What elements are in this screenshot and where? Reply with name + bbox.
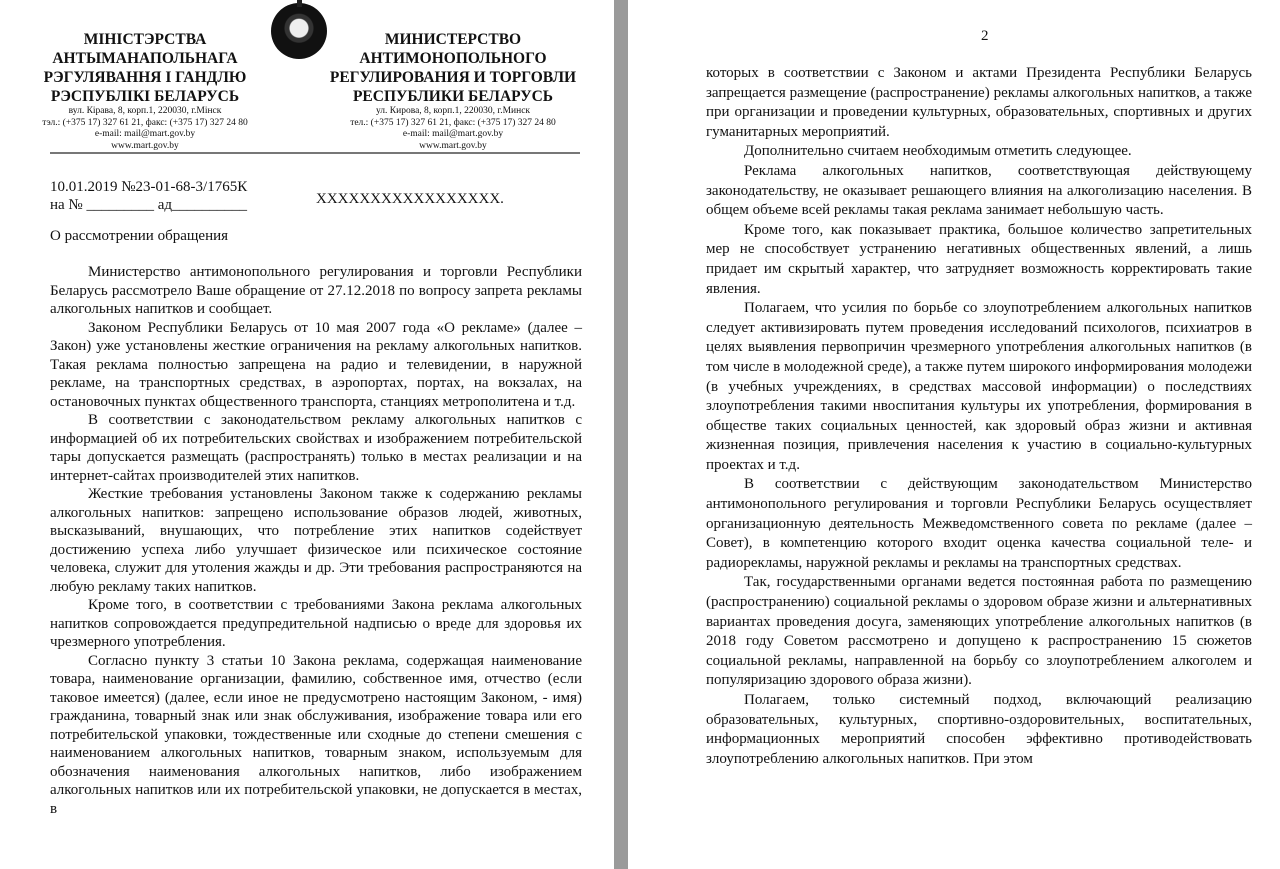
org-email: e-mail: mail@mart.gov.by [94,129,196,139]
addressee: ХХХХХХХХХХХХХХХХХ. [316,191,504,207]
org-address: ул. Кирова, 8, корп.1, 220030, г.Минск [375,106,531,116]
org-title-line: АНТИМОНОПОЛЬНОГО [359,50,547,67]
paragraph: Жесткие требования установлены Законом также к содержанию рекламы алкогольных напитков: запрещено использование образов людей, животных, высказываний, внушающих, что потребление этих напитков содействует достижению успеха либо улучшает физическое или психическое состояние человека, служит для утоления жажды и др. Эти требования распространяются на любую рекламу таких напитков. [50,486,582,595]
paragraph: Кроме того, как показывает практика, большое количество запретительных мер не способствует устранению негативных общественных явлений, а лишь придает им скрытый характер, что затрудняет возможность корректировать такие явления. [706,221,1252,297]
org-address: вул. Кірава, 8, корп.1, 220030, г.Мінск [68,106,222,116]
paragraph: Полагаем, что усилия по борьбе со злоупотреблением алкогольных напитков следует активизировать путем проведения исследований психологов, психиатров в целях выявления первопричин чрезмерного употребления алкогольных напитков (в том числе в молодежной среде), а также путем широкого информирования молодежи (в учебных учреждениях, в средствах массовой информации) о последствиях злоупотребления такими нвоспитания культуры их употребления, формирования в обществе таких социальных ценностей, как здоровый образ жизни и активная жизненная позиция, привлечения населения к участию в социально-культурных проектах и т.д. [706,300,1252,473]
org-title-line: РЭСПУБЛІКІ БЕЛАРУСЬ [50,88,240,105]
paragraph: Министерство антимонопольного регулирования и торговли Республики Беларусь рассмотрело Ваше обращение от 27.12.2018 по вопросу запрета рекламы алкогольных напитков и сообщает. [50,264,582,317]
document-page-1 [0,0,614,869]
page-2-body [706,64,1252,769]
paragraph: Согласно пункту 3 статьи 10 Закона реклама, содержащая наименование товара, наименование организации, фамилию, собственное имя, отчество (если таковое имеется) (далее, если иное не предусмотрено настоящим Законом, - имя) гражданина, товарный знак или знак обслуживания, изображение товара или его потребительской упаковки, тождественные или сходные до степени смешения с наименованием алкогольных напитков, товарным знаком, используемым для обозначения наименования алкогольных напитков, либо изображением алкогольных напитков или их потребительской упаковки, не допускается в местах, в [50,652,582,817]
paragraph: которых в соответствии с Законом и актами Президента Республики Беларусь запрещается размещение (распространение) рекламы алкогольных напитков, а также при организации и проведении культурных, образовательных, спортивных и других гуманитарных мероприятий. [706,65,1252,140]
letterhead-russian [318,30,588,152]
org-title-line: АНТЫМАНАПОЛЬНАГА [52,50,238,67]
org-title-line: МІНІСТЭРСТВА [83,31,207,48]
paragraph: В соответствии с действующим законодательством Министерство антимонопольного регулирования и торговли Республики Беларусь осуществляет организационную деятельность Межведомственного совета по рекламе (далее – Совет), в компетенцию которого входит оценка качества социальной теле- и радиорекламы, наружной рекламы и рекламы на транспортных средствах. [706,476,1252,571]
reply-reference: на № _________ ад__________ [50,197,248,213]
paragraph: Полагаем, только системный подход, включающий реализацию образовательных, культурных, спортивно-оздоровительных, воспитательных, информационных мероприятий способен эффективно противодействовать злоупотреблению алкогольных напитков. При этом [706,692,1252,767]
paragraph: Реклама алкогольных напитков, соответствующая действующему законодательству, не оказывает решающего влияния на алкоголизацию населения. В общем объеме всей рекламы такая реклама занимает небольшую часть. [706,162,1252,219]
page-number: 2 [981,28,989,44]
paragraph: Кроме того, в соответствии с требованиями Закона реклама алкогольных напитков сопровождается предупредительной надписью о вреде для здоровья их чрезмерного употребления. [50,597,582,650]
header-divider [50,152,580,154]
paragraph: Так, государственными органами ведется постоянная работа по размещению (распространению) социальной рекламы о здоровом образе жизни и альтернативных вариантах проведения досуга, заменяющих употребление алкогольных напитков (в 2018 году Советом рассмотрено и допущено к распространению 15 сюжетов социальной рекламы, направленной на борьбу со злоупотреблением алкоголем и популяризацию здорового образа жизни). [706,574,1252,689]
org-phone: тэл.: (+375 17) 327 61 21, факс: (+375 17) 327 24 80 [42,117,248,128]
org-title-line: РЕСПУБЛИКИ БЕЛАРУСЬ [352,88,554,105]
paragraph: Законом Республики Беларусь от 10 мая 2007 года «О рекламе» (далее – Закон) уже установлены жесткие ограничения на рекламу алкогольных напитков. Такая реклама полностью запрещена на радио и телевидении, в наружной рекламе, на транспортных средствах, в аэропортах, портах, на вокзалах, на остановочных пунктах общественного транспорта, станциях метрополитена и т.д. [50,319,582,410]
paragraph: В соответствии с законодательством рекламу алкогольных напитков с информацией об их потребительских свойствах и изображением потребительской тары допускается размещать (распространять) только в местах реализации и на интернет-сайтах производителей этих напитков. [50,412,582,484]
letterhead-belarusian [10,30,280,152]
org-title-line: РЕГУЛИРОВАНИЯ И ТОРГОВЛИ [329,69,577,86]
letter-subject: О рассмотрении обращения [50,228,229,244]
paragraph: Дополнительно считаем необходимым отметить следующее. [744,143,1132,160]
reference-number: 10.01.2019 №23-01-68-3/1765К [50,179,248,195]
org-email: e-mail: mail@mart.gov.by [402,129,504,139]
org-website: www.mart.gov.by [111,140,179,151]
org-website: www.mart.gov.by [419,140,487,151]
page-1-body [50,263,582,818]
org-title-line: РЭГУЛЯВАННЯ І ГАНДЛЮ [43,69,247,86]
org-phone: тел.: (+375 17) 327 61 21, факс: (+375 17) 327 24 80 [350,117,556,128]
org-title-line: МИНИСТЕРСТВО [384,31,522,48]
